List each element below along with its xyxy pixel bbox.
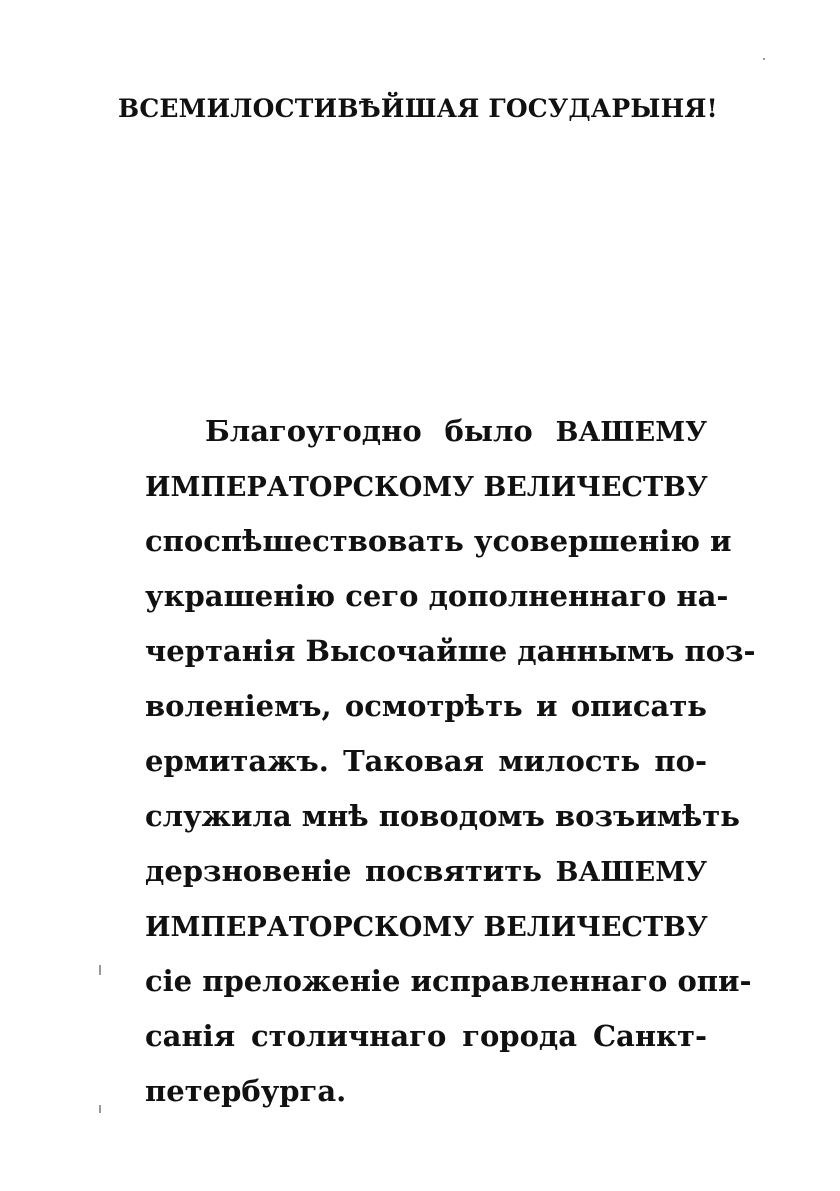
caps-segment: ИМПЕРАТОРСКОМУ ВЕЛИЧЕСТВУ xyxy=(145,472,708,503)
text-segment: сіе преложеніе исправленнаго опи- xyxy=(145,964,752,998)
page-heading: ВСЕМИЛОСТИВѢЙШАЯ ГОСУДАРЫНЯ! xyxy=(118,94,718,123)
text-line xyxy=(145,734,707,789)
text-segment: споспѣшествовать усовершенію и xyxy=(145,524,732,558)
text-segment: воленіемъ, осмотрѣть и описать xyxy=(145,689,707,723)
text-line xyxy=(145,569,729,624)
text-line xyxy=(145,514,732,569)
text-segment: Благоугодно было xyxy=(205,414,556,448)
caps-segment: ИМПЕРАТОРСКОМУ ВЕЛИЧЕСТВУ xyxy=(145,912,708,943)
text-line xyxy=(145,1064,707,1119)
text-segment: петербурга. xyxy=(145,1074,347,1108)
dedication-text xyxy=(145,404,756,1119)
text-line xyxy=(145,789,740,844)
text-line xyxy=(145,899,707,954)
text-segment: чертанія Высочайше даннымъ поз- xyxy=(145,634,756,668)
text-line xyxy=(145,1009,707,1064)
caps-segment: ВАШЕМУ xyxy=(555,857,707,888)
print-speck xyxy=(99,1105,101,1113)
print-speck xyxy=(99,965,101,975)
text-segment: служила мнѣ поводомъ возъимѣть xyxy=(145,799,740,833)
text-line xyxy=(145,844,707,899)
text-line xyxy=(145,679,707,734)
text-segment: ермитажъ. Таковая милость по- xyxy=(145,744,707,778)
caps-segment: ВАШЕМУ xyxy=(555,417,707,448)
text-segment: дерзновеніе посвятить xyxy=(145,854,556,888)
text-segment: украшенію сего дополненнаго на- xyxy=(145,579,729,613)
text-segment: санія столичнаго города Санкт- xyxy=(145,1019,707,1053)
text-line xyxy=(145,954,752,1009)
text-line xyxy=(145,624,756,679)
text-line xyxy=(145,459,707,514)
print-speck xyxy=(763,58,765,60)
text-line xyxy=(145,404,707,459)
